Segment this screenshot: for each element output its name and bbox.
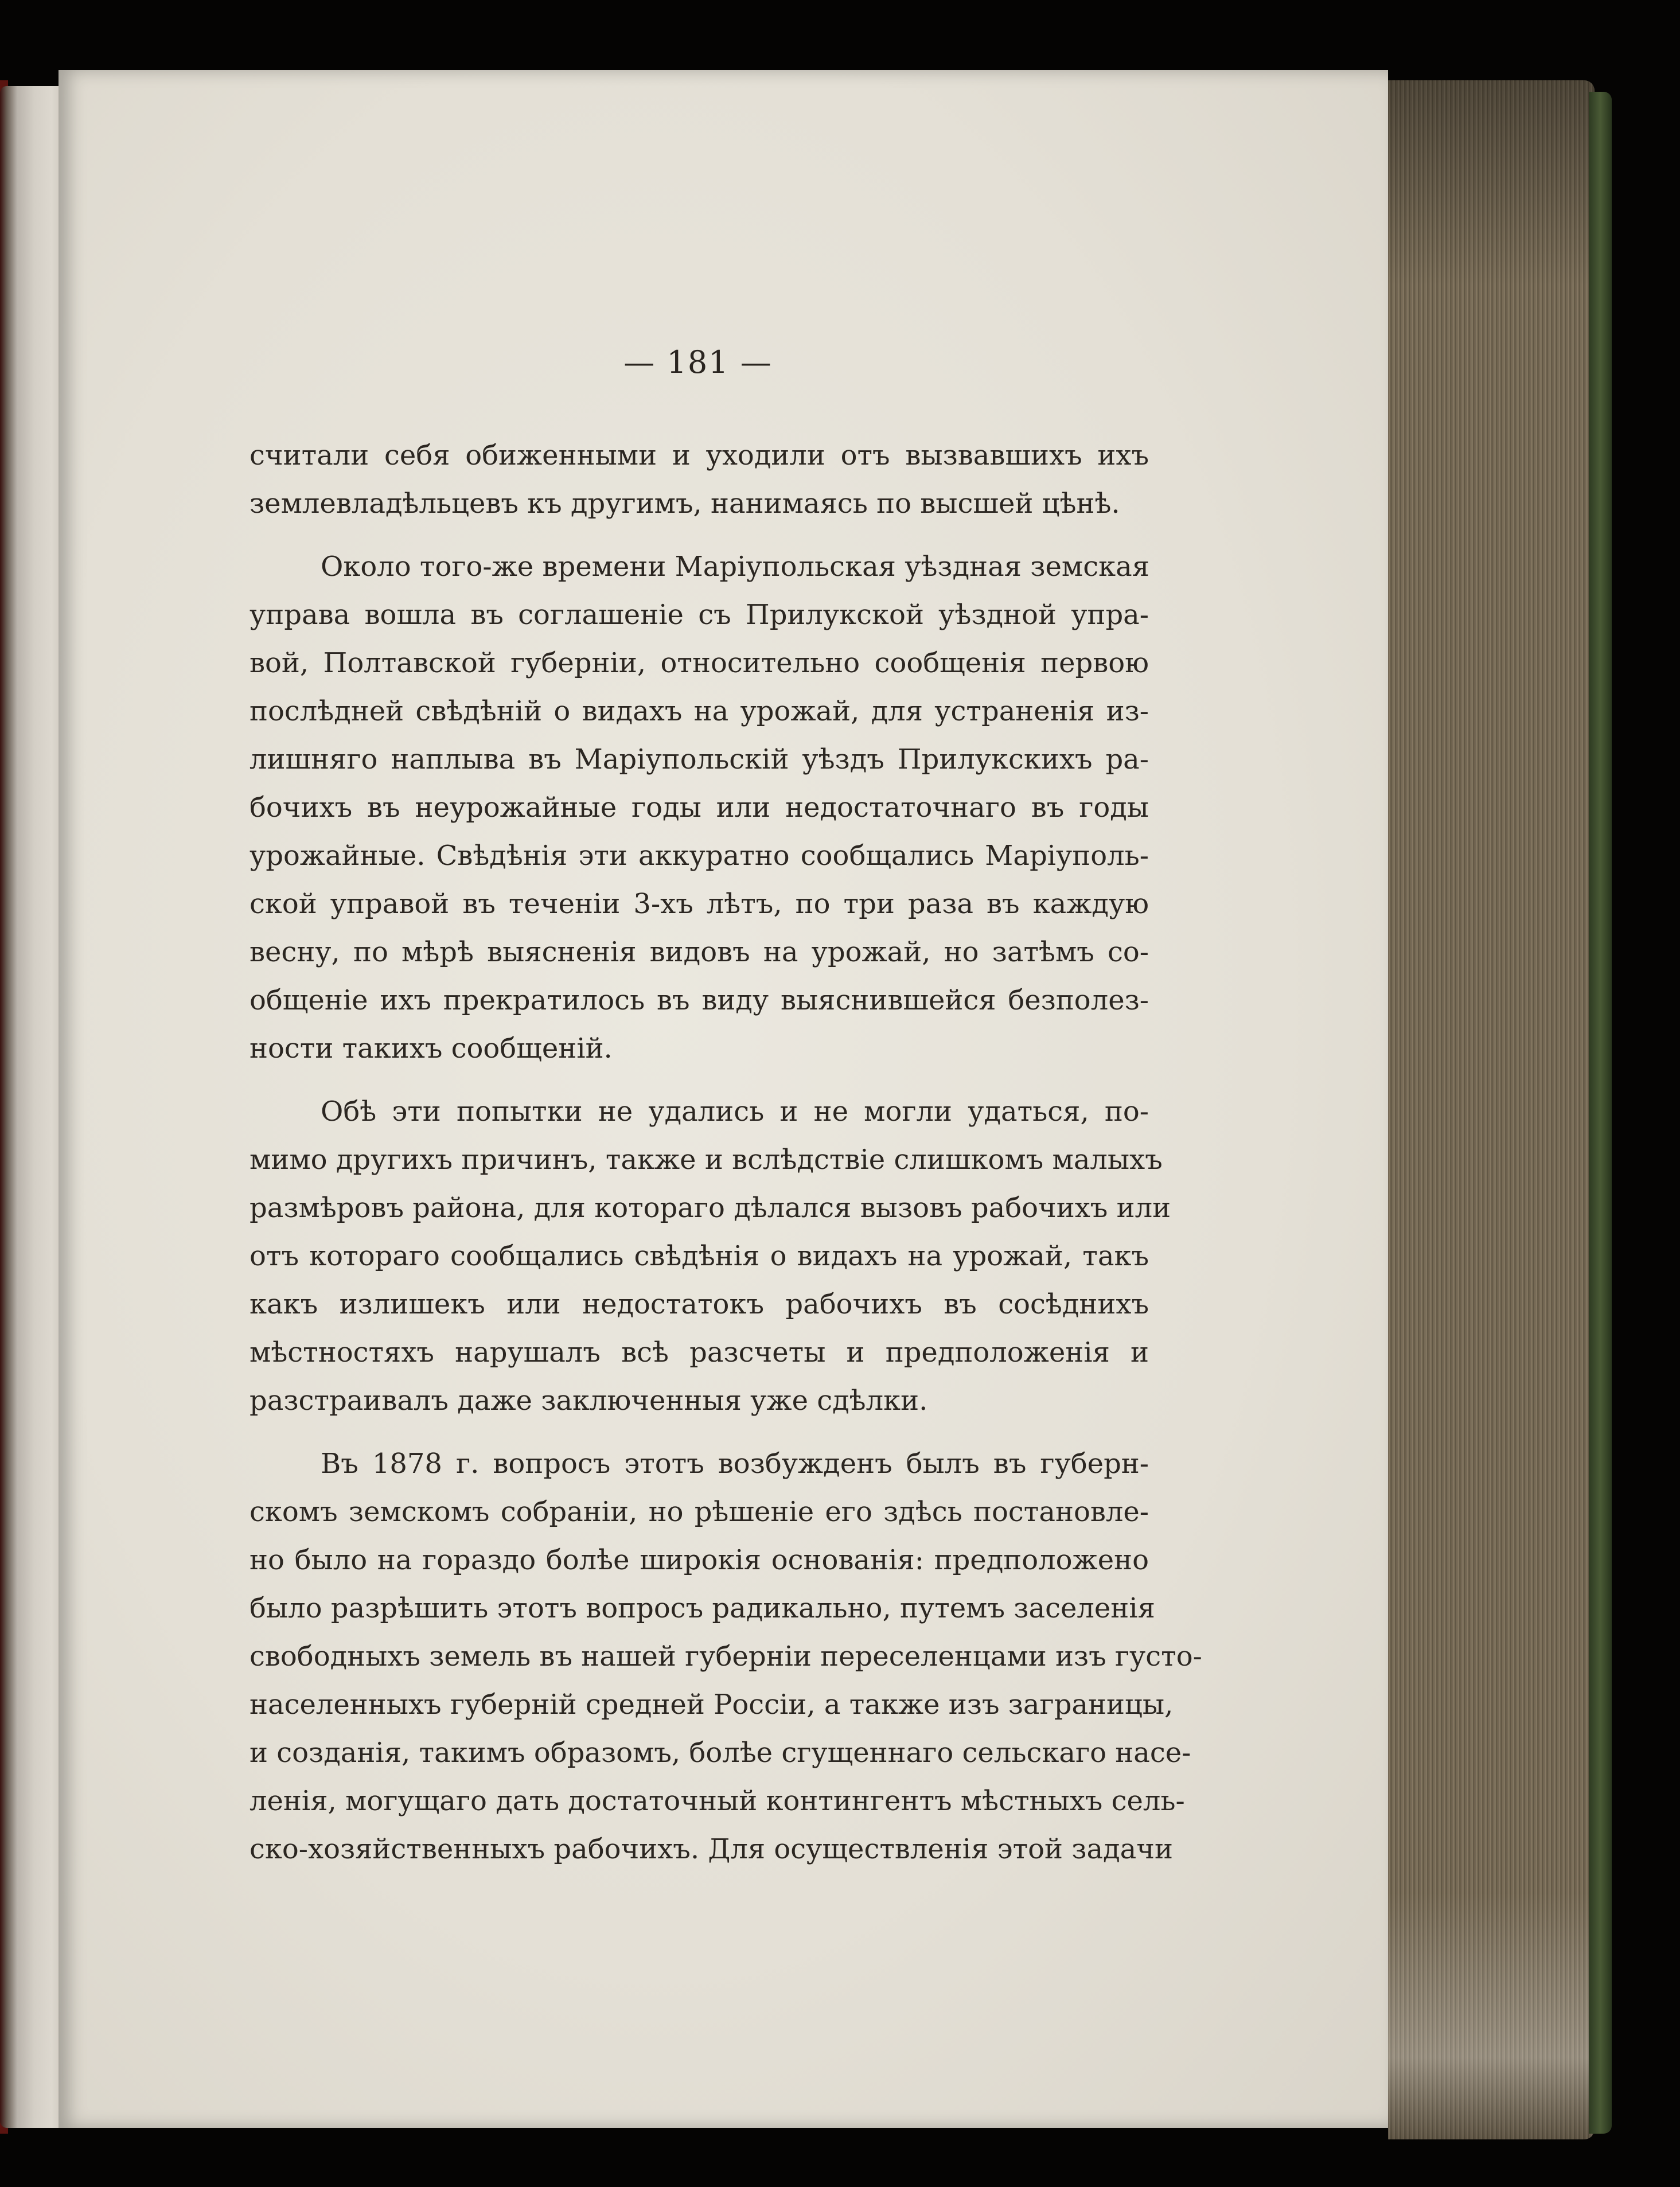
text-line: землевладѣльцевъ къ другимъ, нанимаясь по высшей цѣнѣ. [250,488,1120,520]
left-page-edge [0,86,63,2128]
text-line: ско-хозяйственныхъ рабочихъ. Для осуществленія этой задачи [250,1833,1173,1865]
fore-edge-shading [1388,80,1595,2139]
text-line: Обѣ эти попытки не удались и не могли удаться, по- [321,1096,1149,1128]
text-line: мимо другихъ причинъ, также и вслѣдствіе слишкомъ малыхъ [250,1144,1163,1176]
text-line: считали себя обиженными и уходили отъ вызвавшихъ ихъ [250,439,1149,471]
text-line: лишняго наплыва въ Маріупольскій уѣздъ Прилукскихъ ра- [250,743,1149,775]
text-line: Въ 1878 г. вопросъ этотъ возбужденъ былъ въ губерн- [321,1448,1149,1480]
text-line: разстраивалъ даже заключенныя уже сдѣлки. [250,1385,928,1417]
text-line: было разрѣшить этотъ вопросъ радикально, путемъ заселенія [250,1592,1155,1624]
text-line: размѣровъ района, для котораго дѣлался вызовъ рабочихъ или [250,1192,1171,1224]
page-number: — 181 — [623,344,773,380]
text-line: вой, Полтавской губерніи, относительно сообщенія первою [250,647,1149,679]
paragraph [250,543,1149,1073]
body-text [250,431,1202,1873]
text-line: ской управой въ теченіи 3-хъ лѣтъ, по три раза въ каждую [250,888,1149,920]
text-line: скомъ земскомъ собраніи, но рѣшеніе его здѣсь постановле- [250,1496,1149,1528]
text-line: общеніе ихъ прекратилось въ виду выяснившейся безполез- [250,984,1149,1016]
right-cover-edge [1589,92,1612,2134]
paragraph [250,1087,1171,1425]
text-line: ности такихъ сообщеній. [250,1032,613,1065]
text-line: Около того-же времени Маріупольская уѣздная земская [321,551,1149,583]
text-line: свободныхъ земель въ нашей губерніи переселенцами изъ густо- [250,1640,1202,1673]
text-line: населенныхъ губерній средней Россіи, а также изъ заграницы, [250,1689,1174,1721]
text-line: весну, по мѣрѣ выясненія видовъ на урожай, но затѣмъ со- [250,936,1149,968]
text-line: какъ излишекъ или недостатокъ рабочихъ въ сосѣднихъ [250,1288,1149,1320]
text-line: ленія, могущаго дать достаточный контингентъ мѣстныхъ сель- [250,1785,1185,1817]
paragraph [250,431,1149,528]
text-line: бочихъ въ неурожайные годы или недостаточнаго въ годы [250,792,1149,824]
text-line: отъ котораго сообщались свѣдѣнія о видахъ на урожай, такъ [250,1240,1149,1272]
paragraph [250,1440,1202,1873]
text-line: управа вошла въ соглашеніе съ Прилукской уѣздной упра- [250,599,1149,631]
book-page [59,70,1388,2128]
text-line: но было на гораздо болѣе широкія основанія: предположено [250,1544,1149,1576]
text-line: послѣдней свѣдѣній о видахъ на урожай, для устраненія из- [250,695,1149,727]
text-line: и созданія, такимъ образомъ, болѣе сгущеннаго сельскаго насе- [250,1737,1191,1769]
text-line: урожайные. Свѣдѣнія эти аккуратно сообщались Маріуполь- [250,840,1149,872]
text-line: мѣстностяхъ нарушалъ всѣ разсчеты и предположенія и [250,1336,1149,1369]
